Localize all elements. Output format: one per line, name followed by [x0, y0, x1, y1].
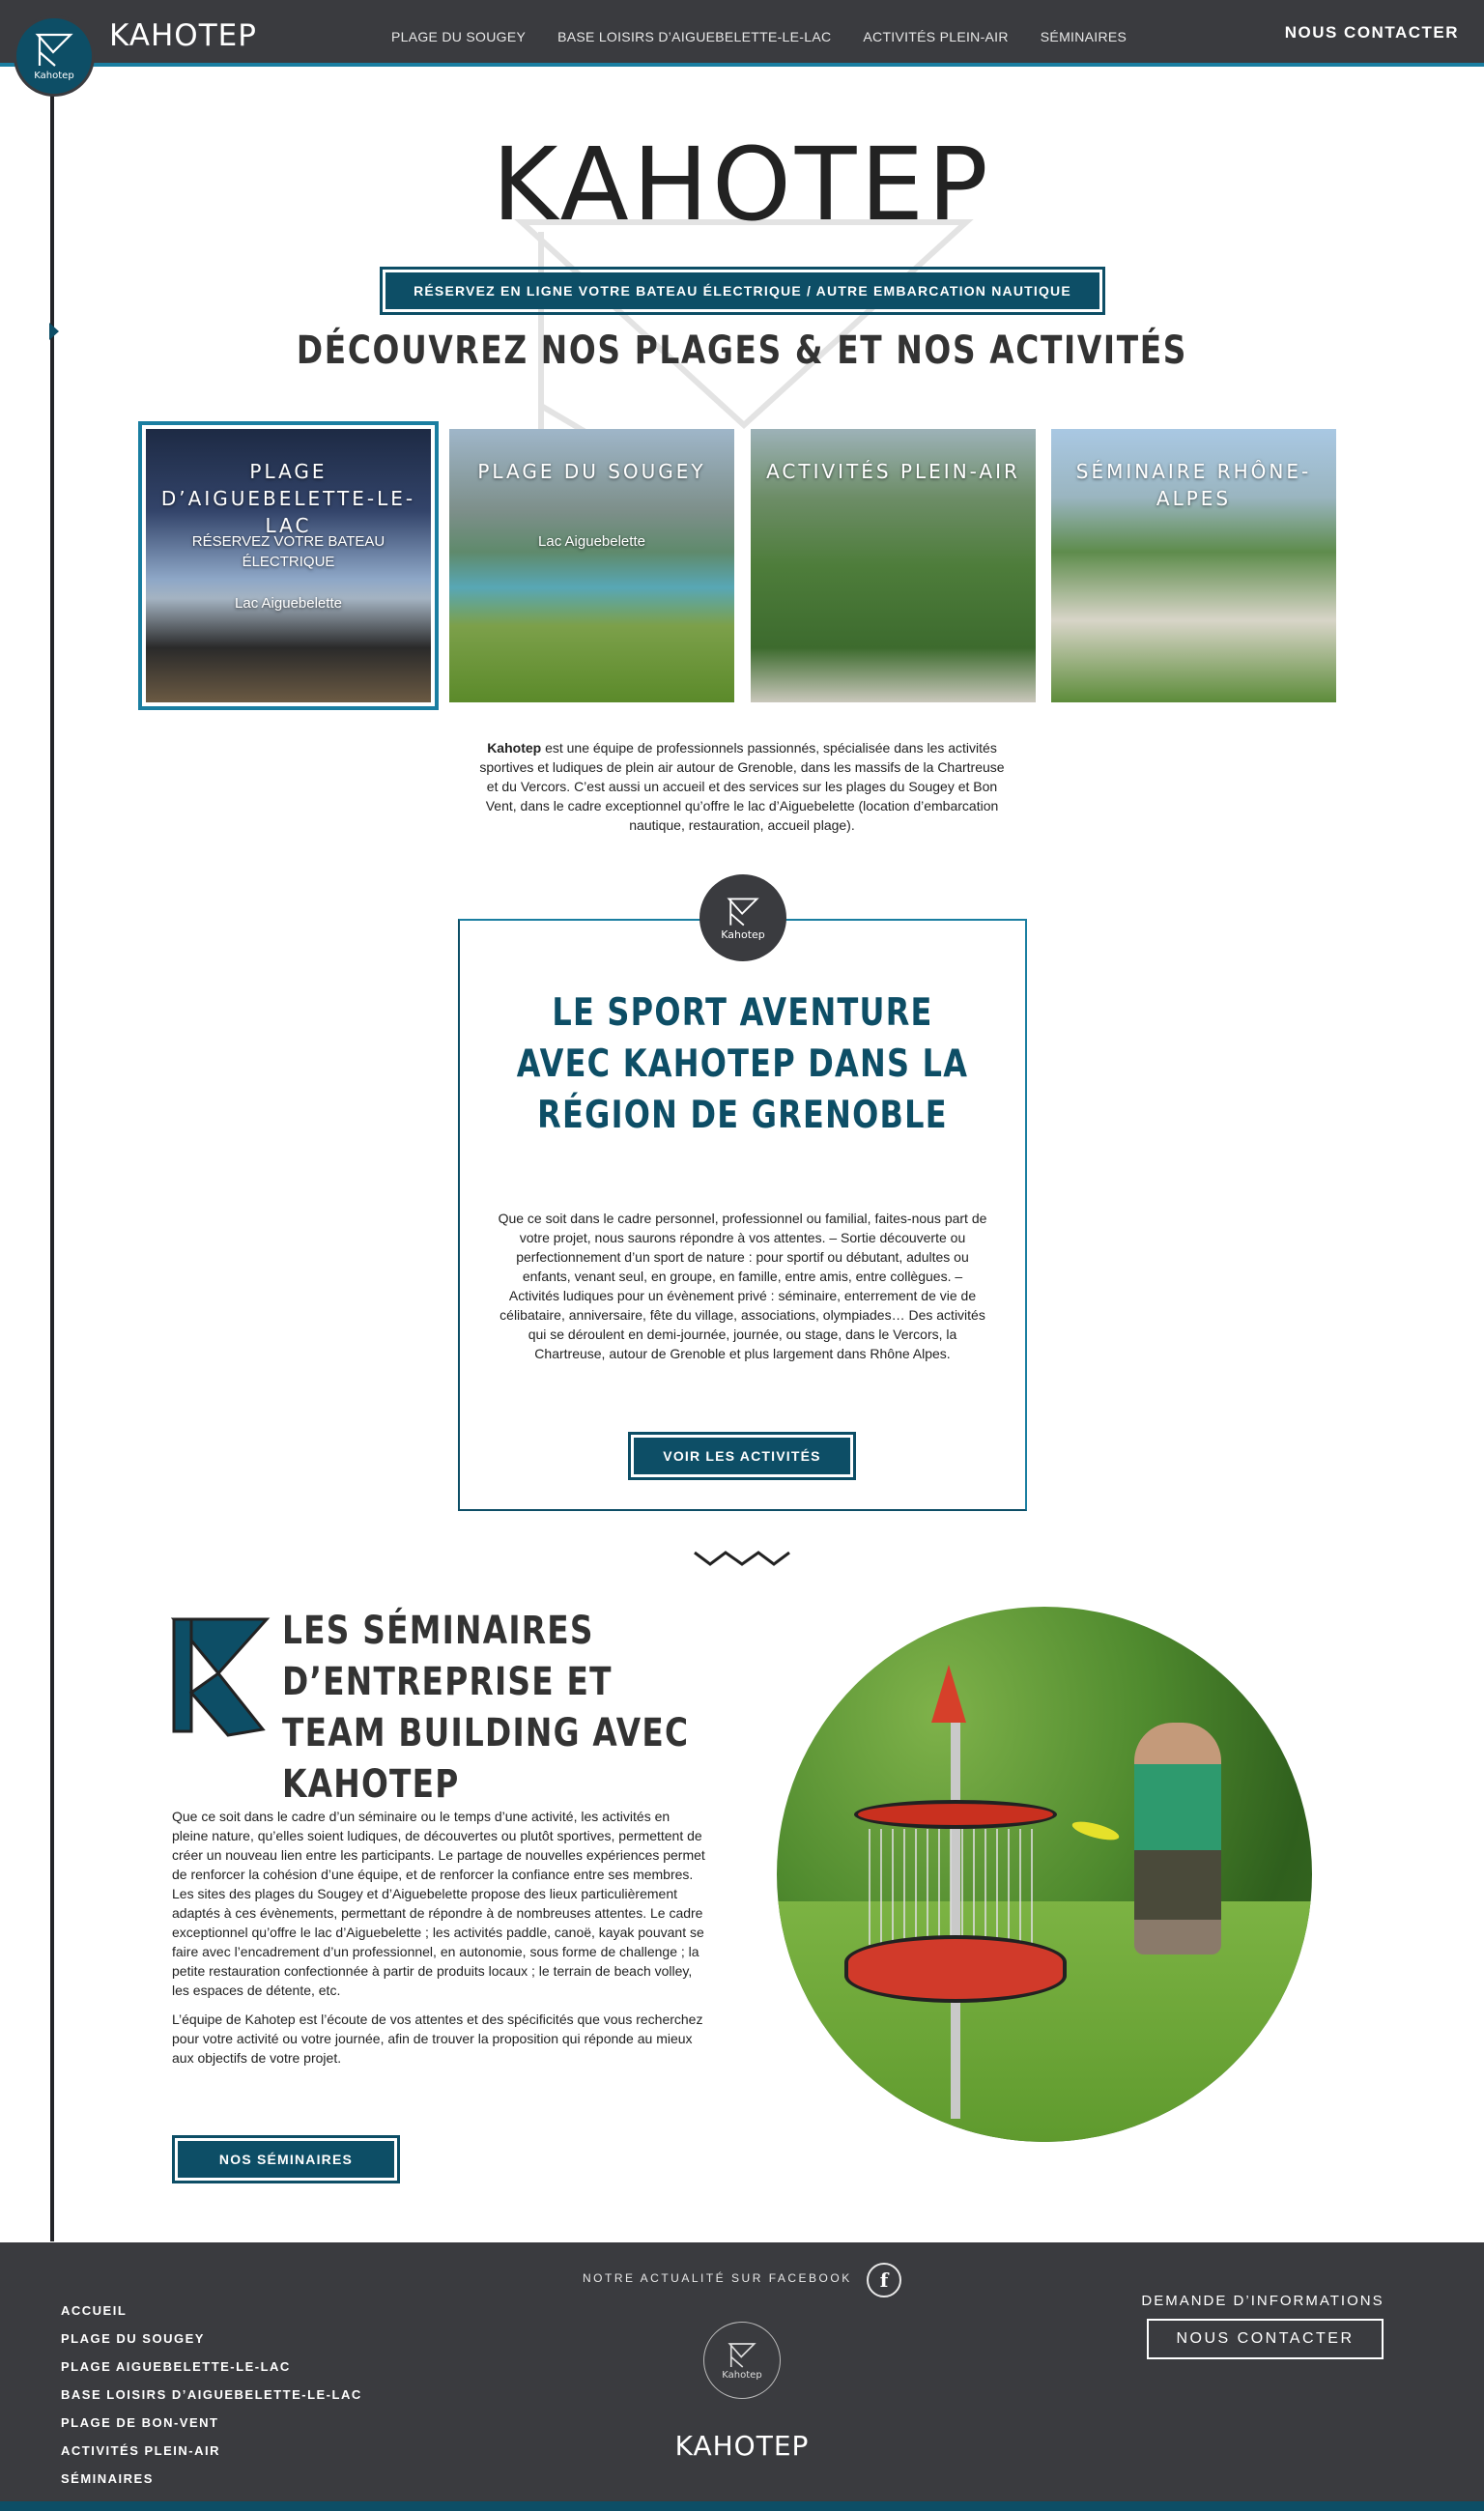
round-logo-badge	[699, 874, 786, 961]
seminars-button[interactable]	[172, 2135, 400, 2183]
photo-flag	[931, 1665, 966, 1723]
logo-badge[interactable]	[14, 15, 95, 97]
info-request-label: DEMANDE D’INFORMATIONS	[1141, 2293, 1384, 2309]
contact-link[interactable]: NOUS CONTACTER	[1284, 23, 1459, 42]
reserve-boat-label: RÉSERVEZ EN LIGNE VOTRE BATEAU ÉLECTRIQUE / AUTRE EMBARCATION NAUTIQUE	[385, 272, 1099, 309]
seminars-button-label: NOS SÉMINAIRES	[178, 2141, 394, 2178]
facebook-label: NOTRE ACTUALITÉ SUR FACEBOOK	[583, 2271, 852, 2285]
card-subtitle: RÉSERVEZ VOTRE BATEAU ÉLECTRIQUE	[191, 533, 385, 570]
photo-chains	[869, 1829, 1042, 1945]
reserve-boat-button[interactable]	[380, 267, 1105, 315]
timeline-line	[50, 92, 54, 2241]
seminar-paragraph: Que ce soit dans le cadre d’un séminaire ou le temps d’une activité, les activités en pleine nature, qu’elles soient ludiques, de découvertes ou plutôt sportives, permettent de créer un nouveau lien entre les participants. Le partage de nouvelles expériences permet de renforcer la cohésion d’une équipe, et de renforcer la confiance entre ses membres. Les sites des plages du Sougey et d’Aiguebelette propose des lieux particulièrement adaptés à ces évènements, permettant de répondre à de nombreuses attentes. Le cadre exceptionnel qu’offre le lac d’Aiguebelette ; les activités paddle, canoë, kayak pouvant se faire avec l’encadrement d’un professionnel, en autonomie, sous forme de challenge ; la petite restauration confectionnée à partir de produits locaux ; le terrain de beach volley, les espaces de détente, etc.	[172, 1809, 705, 1998]
badge-label: Kahotep	[34, 71, 74, 81]
see-activities-label: VOIR LES ACTIVITÉS	[634, 1438, 850, 1474]
sport-paragraph: Que ce soit dans le cadre personnel, professionnel ou familial, faites-nous part de votre projet, nous saurons répondre à vos attentes. – Sortie découverte ou perfectionnement d’un sport de nature : pour sportif ou débutant, adultes ou enfants, venant seul, en groupe, en famille, entre amis, entre collègues. – Activités ludiques pour un évènement privé : séminaire, enterrement de vie de célibataire, anniversaire, fête du village, associations, olympiades… Des activités qui se déroulent en demi-journée, journée, ou stage, dans le Vercors, la Chartreuse, autour de Grenoble et plus largement dans Rhône Alpes.	[498, 1211, 987, 1361]
footer-link-activites[interactable]: ACTIVITÉS PLEIN-AIR	[61, 2443, 221, 2458]
footer-logo-badge	[703, 2322, 781, 2399]
photo-basket-top	[854, 1800, 1057, 1829]
photo-basket-bottom	[844, 1935, 1067, 2003]
card-location: Lac Aiguebelette	[235, 595, 342, 612]
intro-paragraph	[476, 738, 1008, 835]
kahotep-logo-icon	[32, 31, 76, 70]
footer-link-base-loisirs[interactable]: BASE LOISIRS D’AIGUEBELETTE-LE-LAC	[61, 2387, 362, 2402]
card-title: ACTIVITÉS PLEIN-AIR	[766, 460, 1020, 483]
badge-label: Kahotep	[722, 2369, 762, 2381]
footer-link-seminaires[interactable]: SÉMINAIRES	[61, 2471, 154, 2486]
card-title: SÉMINAIRE RHÔNE-ALPES	[1075, 460, 1312, 510]
card-plage-aiguebelette[interactable]	[146, 429, 431, 702]
card-plage-sougey[interactable]	[449, 429, 734, 702]
main-nav	[391, 29, 1127, 44]
footer-link-accueil[interactable]: ACCUEIL	[61, 2303, 128, 2318]
nav-activites-plein-air[interactable]: ACTIVITÉS PLEIN-AIR	[863, 29, 1009, 44]
card-activites-plein-air[interactable]	[751, 429, 1036, 702]
footer-wordmark: KAHOTEP	[674, 2430, 810, 2462]
seminar-paragraph: L’équipe de Kahotep est l’écoute de vos attentes et des spécificités que vous recherchez pour votre activité ou votre journée, afin de trouver la proposition qui réponde au mieux aux objectifs de votre projet.	[172, 2012, 703, 2066]
card-location: Lac Aiguebelette	[538, 533, 645, 550]
intro-brand: Kahotep	[487, 740, 542, 756]
zigzag-divider-icon	[693, 1549, 791, 1568]
timeline-arrow-icon	[49, 323, 59, 340]
kahotep-logo-icon	[725, 2341, 759, 2370]
footer-link-plage-aiguebelette[interactable]: PLAGE AIGUEBELETTE-LE-LAC	[61, 2359, 291, 2374]
nav-base-loisirs[interactable]: BASE LOISIRS D’AIGUEBELETTE-LE-LAC	[557, 29, 832, 44]
sport-heading: LE SPORT AVENTURE AVEC KAHOTEP DANS LA RÉGION DE GRENOBLE	[516, 991, 969, 1137]
seminar-heading: LES SÉMINAIRES D’ENTREPRISE ET TEAM BUILDING AVEC KAHOTEP	[282, 1609, 690, 1807]
disc-golf-photo	[777, 1607, 1312, 2142]
hero-wordmark: KAHOTEP	[492, 126, 992, 243]
footer-link-plage-sougey[interactable]: PLAGE DU SOUGEY	[61, 2331, 205, 2346]
see-activities-button[interactable]	[628, 1432, 856, 1480]
card-title: PLAGE DU SOUGEY	[477, 460, 706, 483]
kahotep-logo-icon	[723, 896, 763, 928]
badge-label: Kahotep	[721, 927, 765, 941]
discover-heading: DÉCOUVREZ NOS PLAGES & ET NOS ACTIVITÉS	[296, 328, 1188, 373]
brand-wordmark[interactable]: KAHOTEP	[109, 18, 257, 53]
card-seminaire[interactable]	[1051, 429, 1336, 702]
footer	[0, 2242, 1484, 2511]
photo-disc	[1070, 1818, 1121, 1843]
seminar-text	[172, 1807, 708, 2068]
card-title: PLAGE D’AIGUEBELETTE-LE-LAC	[160, 460, 416, 537]
photo-person	[1134, 1723, 1221, 1955]
nav-seminaires[interactable]: SÉMINAIRES	[1040, 29, 1127, 44]
seminar-logo-icon	[170, 1615, 271, 1741]
footer-link-plage-bon-vent[interactable]: PLAGE DE BON-VENT	[61, 2415, 219, 2430]
footer-links	[61, 2297, 362, 2493]
nav-plage-du-sougey[interactable]: PLAGE DU SOUGEY	[391, 29, 527, 44]
top-navbar	[0, 0, 1484, 67]
photo-ground	[777, 1901, 1312, 2142]
intro-text: est une équipe de professionnels passionnés, spécialisée dans les activités sportives et ludiques de plein air autour de Grenoble, dans les massifs de la Chartreuse et du Vercors. C’est aussi un accueil et des services sur les plages du Sougey et Bon Vent, dans le cadre exceptionnel qu’offre le lac d’Aiguebelette (location d’embarcation nautique, restauration, accueil plage).	[479, 740, 1005, 833]
facebook-icon[interactable]: f	[867, 2263, 901, 2297]
footer-contact-button[interactable]: NOUS CONTACTER	[1147, 2319, 1384, 2359]
